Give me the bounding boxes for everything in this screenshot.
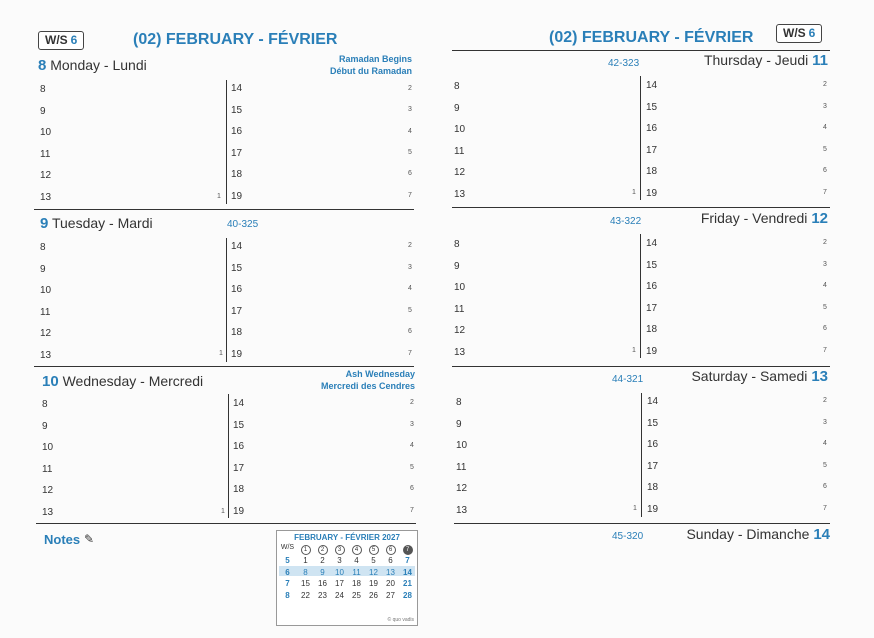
mini-calendar-weekday-header: 4 — [348, 544, 365, 555]
minor-mark: 7 — [823, 505, 827, 512]
hour-label: 8 — [456, 397, 462, 408]
day-divider — [34, 366, 414, 367]
hour-label: 11 — [42, 464, 53, 475]
hour-label: 11 — [40, 307, 51, 318]
hour-label: 15 — [646, 102, 658, 113]
hour-label: 16 — [646, 281, 658, 292]
divider-vertical — [640, 76, 641, 200]
mini-calendar-day: 9 — [320, 567, 325, 577]
mini-calendar — [276, 530, 418, 626]
mini-calendar-weekday-header: 5 — [365, 544, 382, 555]
day-number: 9 — [40, 215, 49, 232]
mini-calendar-day: 23 — [318, 590, 327, 600]
minor-mark: 5 — [823, 146, 827, 153]
mini-calendar-day: 8 — [303, 567, 308, 577]
hour-label: 9 — [454, 261, 460, 272]
hour-label: 13 — [40, 350, 52, 361]
mini-calendar-week-number: 8 — [285, 590, 290, 600]
hour-label: 13 — [454, 189, 466, 200]
hour-label: 15 — [231, 105, 243, 116]
hour-label: 14 — [231, 83, 243, 94]
brand-mark: © quo vadis — [387, 617, 414, 623]
minor-mark: 7 — [408, 192, 412, 199]
hour-label: 13 — [456, 505, 468, 516]
mini-calendar-day: 17 — [335, 579, 344, 588]
mini-calendar-day: 7 — [405, 556, 410, 565]
hour-label: 8 — [42, 399, 48, 410]
minor-mark: 3 — [823, 261, 827, 268]
hour-label: 12 — [454, 167, 466, 178]
mini-calendar-day: 14 — [403, 567, 412, 577]
minor-mark: 1 — [217, 193, 221, 200]
event-line-en: Ramadan Begins — [338, 54, 412, 64]
day-title-thursday — [704, 52, 828, 69]
mini-calendar-day: 16 — [318, 579, 327, 588]
minor-mark: 4 — [408, 285, 412, 292]
minor-mark: 5 — [823, 304, 827, 311]
minor-mark: 5 — [410, 464, 414, 471]
mini-calendar-day: 27 — [386, 590, 395, 600]
hour-label: 16 — [646, 123, 658, 134]
day-divider — [34, 209, 414, 210]
mini-calendar-day: 20 — [386, 579, 395, 588]
hour-label: 8 — [40, 242, 46, 253]
mini-calendar-weekday-header: 6 — [382, 544, 399, 555]
minor-mark: 1 — [632, 189, 636, 196]
hour-label: 9 — [40, 106, 46, 117]
day-divider — [452, 207, 830, 208]
day-name: Thursday - Jeudi — [703, 52, 809, 68]
divider-vertical — [226, 238, 227, 362]
hour-label: 8 — [454, 239, 460, 250]
event-ramadan — [330, 53, 412, 77]
minor-mark: 1 — [633, 505, 637, 512]
hour-label: 19 — [646, 346, 658, 357]
divider-vertical — [640, 234, 641, 358]
mini-calendar-weekday-header: 3 — [331, 544, 348, 555]
hour-label: 10 — [40, 285, 52, 296]
hour-label: 12 — [42, 485, 54, 496]
minor-mark: 4 — [408, 128, 412, 135]
mini-calendar-week-number: 7 — [285, 579, 290, 588]
hour-label: 18 — [646, 166, 658, 177]
day-name: Friday - Vendredi — [700, 210, 808, 226]
minor-mark: 1 — [632, 347, 636, 354]
mini-calendar-day: 2 — [320, 556, 325, 565]
minor-mark: 6 — [408, 328, 412, 335]
ws-label: W/S — [45, 33, 68, 47]
hour-label: 11 — [40, 149, 51, 160]
event-line-en: Ash Wednesday — [345, 369, 415, 379]
minor-mark: 6 — [823, 167, 827, 174]
ws-badge-right — [776, 24, 822, 43]
hour-label: 10 — [40, 127, 52, 138]
hour-label: 18 — [647, 482, 659, 493]
hour-label: 17 — [231, 306, 243, 317]
mini-calendar-day: 26 — [369, 590, 378, 600]
hour-label: 14 — [231, 241, 243, 252]
hour-label: 9 — [454, 103, 460, 114]
hour-label: 9 — [42, 421, 48, 432]
hour-label: 10 — [454, 282, 466, 293]
mini-calendar-day: 3 — [337, 556, 342, 565]
mini-calendar-day: 1 — [303, 556, 308, 565]
divider-vertical — [226, 80, 227, 204]
hour-label: 16 — [231, 126, 243, 137]
day-of-year: 44-321 — [612, 374, 644, 385]
hour-label: 18 — [233, 484, 245, 495]
minor-mark: 7 — [408, 350, 412, 357]
hour-label: 16 — [231, 284, 243, 295]
minor-mark: 3 — [823, 419, 827, 426]
minor-mark: 2 — [823, 81, 827, 88]
minor-mark: 3 — [410, 421, 414, 428]
hour-label: 18 — [231, 327, 243, 338]
mini-calendar-day: 4 — [354, 556, 359, 565]
minor-mark: 3 — [408, 106, 412, 113]
hour-label: 15 — [231, 263, 243, 274]
hour-label: 17 — [647, 461, 659, 472]
day-number: 13 — [811, 368, 828, 385]
minor-mark: 6 — [823, 483, 827, 490]
hour-label: 9 — [40, 264, 46, 275]
minor-mark: 5 — [408, 307, 412, 314]
minor-mark: 5 — [408, 149, 412, 156]
minor-mark: 4 — [823, 440, 827, 447]
hour-label: 16 — [233, 441, 245, 452]
mini-calendar-day: 21 — [403, 579, 412, 588]
month-title-right: (02) FEBRUARY - FÉVRIER — [549, 29, 754, 46]
hour-label: 8 — [454, 81, 460, 92]
hour-label: 17 — [646, 145, 658, 156]
hour-label: 12 — [40, 170, 52, 181]
month-title-left: (02) FEBRUARY - FÉVRIER — [133, 31, 338, 48]
hour-label: 15 — [647, 418, 659, 429]
day-name: Sunday - Dimanche — [686, 526, 810, 542]
minor-mark: 1 — [219, 350, 223, 357]
day-name: Saturday - Samedi — [691, 368, 808, 384]
day-number: 12 — [811, 210, 828, 227]
hour-label: 11 — [454, 304, 465, 315]
mini-calendar-day: 12 — [369, 567, 378, 577]
minor-mark: 6 — [410, 485, 414, 492]
divider-vertical — [641, 393, 642, 517]
mini-calendar-weekday-header: 2 — [314, 544, 331, 555]
day-divider — [452, 366, 830, 367]
mini-calendar-title: FEBRUARY - FÉVRIER 2027 — [294, 533, 400, 542]
mini-calendar-day: 10 — [335, 567, 344, 577]
hour-label: 12 — [40, 328, 52, 339]
mini-calendar-weekday-header: 7 — [399, 544, 416, 555]
hour-label: 15 — [646, 260, 658, 271]
mini-calendar-day: 28 — [403, 590, 412, 600]
day-title-wednesday — [42, 373, 203, 390]
divider-vertical — [228, 394, 229, 518]
minor-mark: 4 — [410, 442, 414, 449]
hour-label: 12 — [454, 325, 466, 336]
hour-label: 9 — [456, 419, 462, 430]
mini-calendar-day: 24 — [335, 590, 344, 600]
day-title-sunday — [686, 526, 830, 543]
hour-label: 19 — [646, 188, 658, 199]
mini-calendar-day: 22 — [301, 590, 310, 600]
hour-label: 11 — [456, 462, 467, 473]
hour-label: 19 — [647, 504, 659, 515]
minor-mark: 7 — [823, 189, 827, 196]
hour-label: 19 — [233, 506, 245, 517]
minor-mark: 7 — [410, 507, 414, 514]
day-number: 10 — [42, 373, 59, 390]
ws-label: W/S — [783, 26, 806, 40]
hour-label: 11 — [454, 146, 465, 157]
hour-label: 15 — [233, 420, 245, 431]
event-line-fr: Début du Ramadan — [329, 66, 412, 76]
hour-label: 14 — [646, 238, 658, 249]
minor-mark: 2 — [823, 239, 827, 246]
hour-label: 14 — [646, 80, 658, 91]
minor-mark: 3 — [408, 264, 412, 271]
notes-label: Notes — [44, 532, 81, 547]
hour-label: 19 — [231, 349, 243, 360]
mini-calendar-ws-header: W/S — [280, 544, 295, 551]
day-of-year: 45-320 — [612, 531, 644, 542]
day-name: Wednesday - Mercredi — [62, 373, 204, 389]
mini-calendar-day: 18 — [352, 579, 361, 588]
hour-label: 17 — [231, 148, 243, 159]
hour-label: 19 — [231, 191, 243, 202]
hour-label: 14 — [233, 398, 245, 409]
day-title-tuesday — [40, 215, 153, 232]
hour-label: 16 — [647, 439, 659, 450]
mini-calendar-day: 15 — [301, 579, 310, 588]
hour-label: 14 — [647, 396, 659, 407]
mini-calendar-day: 5 — [371, 556, 376, 565]
hour-label: 12 — [456, 483, 468, 494]
day-of-year: 42-323 — [608, 58, 640, 69]
hour-label: 10 — [456, 440, 468, 451]
ws-number: 6 — [70, 33, 78, 47]
day-name: Tuesday - Mardi — [51, 215, 153, 231]
hour-label: 17 — [233, 463, 245, 474]
minor-mark: 2 — [408, 85, 412, 92]
event-ash-wednesday — [321, 368, 415, 392]
mini-calendar-day: 19 — [369, 579, 378, 588]
day-number: 8 — [38, 57, 47, 74]
day-name: Monday - Lundi — [50, 57, 147, 73]
pencil-icon: ✎ — [84, 532, 95, 546]
minor-mark: 5 — [823, 462, 827, 469]
hour-label: 10 — [42, 442, 54, 453]
minor-mark: 6 — [408, 170, 412, 177]
hour-label: 13 — [454, 347, 466, 358]
mini-calendar-day: 11 — [352, 567, 361, 577]
minor-mark: 2 — [410, 399, 414, 406]
minor-mark: 6 — [823, 325, 827, 332]
hour-label: 13 — [42, 507, 54, 518]
day-title-saturday — [691, 368, 828, 385]
minor-mark: 2 — [823, 397, 827, 404]
hour-label: 10 — [454, 124, 466, 135]
hour-label: 18 — [231, 169, 243, 180]
hour-label: 18 — [646, 324, 658, 335]
day-number: 14 — [813, 526, 830, 543]
day-title-monday — [38, 57, 147, 74]
mini-calendar-day: 6 — [388, 556, 393, 565]
mini-calendar-day: 25 — [352, 590, 361, 600]
event-line-fr: Mercredi des Cendres — [320, 381, 415, 391]
day-of-year: 43-322 — [610, 216, 642, 227]
hour-label: 8 — [40, 84, 46, 95]
mini-calendar-weekday-header: 1 — [297, 544, 314, 555]
minor-mark: 1 — [221, 508, 225, 515]
day-divider — [36, 523, 416, 524]
mini-calendar-day: 13 — [386, 567, 395, 577]
minor-mark: 7 — [823, 347, 827, 354]
day-number: 11 — [812, 52, 828, 69]
minor-mark: 4 — [823, 282, 827, 289]
hour-label: 13 — [40, 192, 52, 203]
page-top-rule — [452, 50, 830, 51]
mini-calendar-week-number: 5 — [285, 556, 290, 565]
minor-mark: 2 — [408, 242, 412, 249]
ws-number: 6 — [808, 26, 816, 40]
hour-label: 17 — [646, 303, 658, 314]
minor-mark: 4 — [823, 124, 827, 131]
mini-calendar-week-number: 6 — [285, 567, 290, 577]
ws-badge-left — [38, 31, 84, 50]
day-divider — [454, 523, 830, 524]
day-title-friday — [701, 210, 828, 227]
day-of-year: 40-325 — [227, 219, 259, 230]
minor-mark: 3 — [823, 103, 827, 110]
